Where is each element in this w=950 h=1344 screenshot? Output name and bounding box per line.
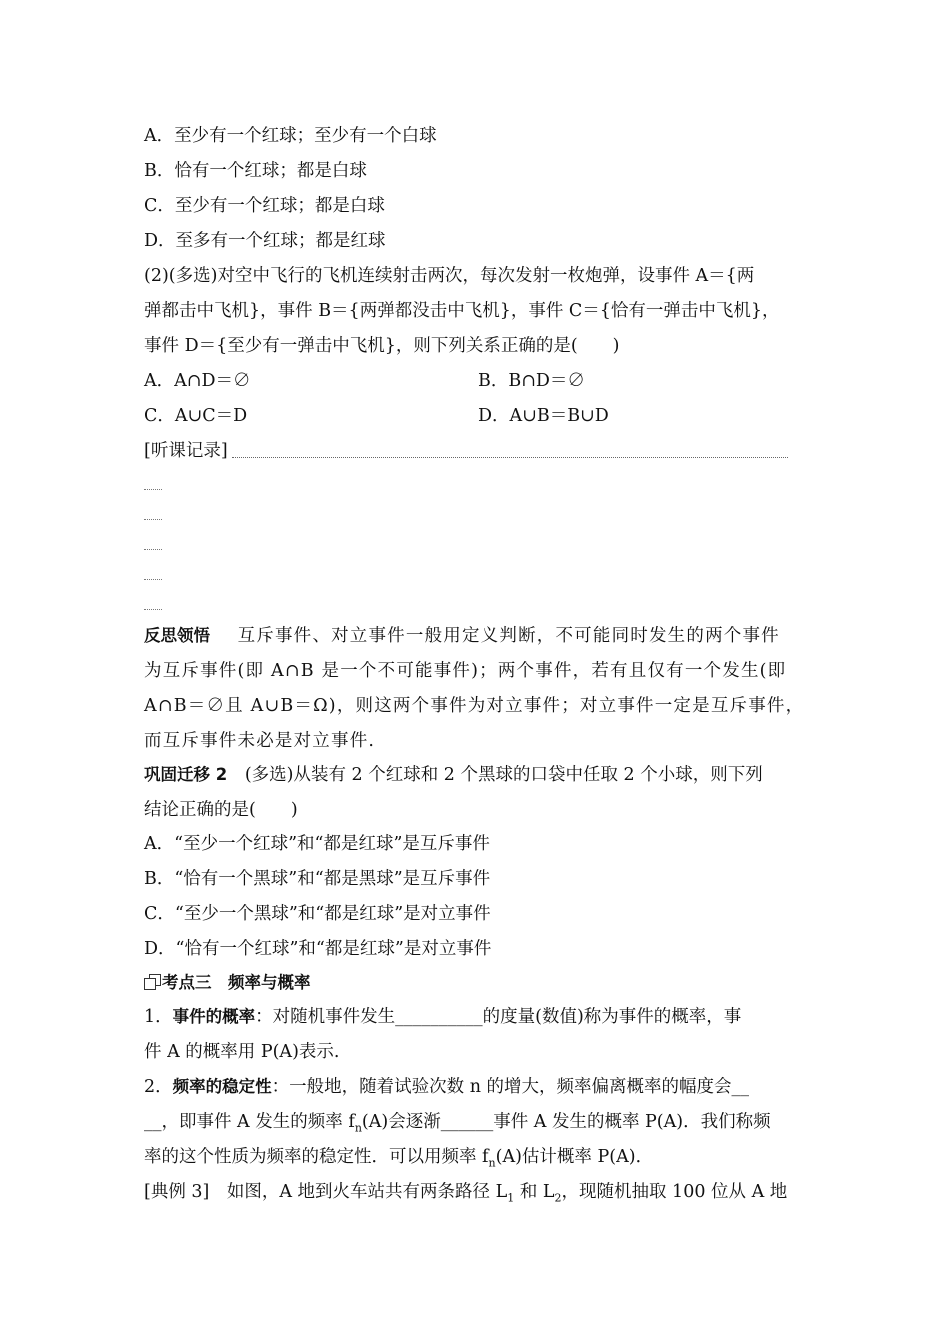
section-header xyxy=(144,971,311,995)
section-title: 考点三 频率与概率 xyxy=(162,973,311,992)
example-line: [典例 3] 如图，A 地到火车站共有两条路径 $L_1$ 和 $L_2$，现随机抽取 100 位从 A 地 xyxy=(144,1182,788,1205)
example-label: [典例 3] xyxy=(144,1182,210,1202)
stacked-squares-icon xyxy=(144,974,160,990)
question-line: 弹都击中飞机}，事件 B＝{两弹都没击中飞机}，事件 C＝{恰有一弹击中飞机}， xyxy=(144,301,780,321)
reflection-line: A∩B＝∅且 A∪B＝Ω)，则这两个事件为对立事件；对立事件一定是互斥事件， xyxy=(144,696,805,716)
point-title: 频率的稳定性 xyxy=(172,1077,272,1096)
reflection-line: 而互斥事件未必是对立事件. xyxy=(144,731,376,751)
point-title: 事件的概率 xyxy=(172,1007,256,1026)
notes-dots xyxy=(144,548,162,550)
point-line: 1．事件的概率：对随机事件发生__________的度量(数值)称为事件的概率，事 xyxy=(144,1007,742,1027)
transfer-line: 巩固迁移 2 (多选)从装有 2 个红球和 2 个黑球的口袋中任取 2 个小球，则下列 xyxy=(144,765,763,785)
option-a: A．A∩D＝∅ xyxy=(144,371,251,391)
option-d: D．“恰有一个红球”和“都是红球”是对立事件 xyxy=(144,939,492,959)
option-c: C．至少有一个红球；都是白球 xyxy=(144,196,385,216)
notes-dots xyxy=(144,608,162,610)
notes-dots xyxy=(144,578,162,580)
notes-label: [听课记录] xyxy=(144,441,228,461)
option-a: A．“至少一个红球”和“都是红球”是互斥事件 xyxy=(144,834,490,854)
transfer-title: 巩固迁移 2 xyxy=(144,765,228,784)
option-c: C．A∪C＝D xyxy=(144,406,248,426)
question-line: 事件 D＝{至少有一弹击中飞机}，则下列关系正确的是( ) xyxy=(144,336,620,356)
point-line: 率的这个性质为频率的稳定性．可以用频率 $f_n(A)$估计概率 P(A)． xyxy=(144,1147,654,1170)
point-line: 2．频率的稳定性：一般地，随着试验次数 n 的增大，频率偏离概率的幅度会__ xyxy=(144,1077,750,1097)
reflection-title: 反思领悟 xyxy=(144,626,210,645)
point-line: __，即事件 A 发生的频率 $f_n(A)$会逐渐______事件 A 发生的概率 P(A)．我们称频 xyxy=(144,1112,771,1135)
notes-rule xyxy=(232,457,788,458)
option-b: B．恰有一个红球；都是白球 xyxy=(144,161,367,181)
option-a: A．至少有一个红球；至少有一个白球 xyxy=(144,126,437,146)
question-line: (2)(多选)对空中飞行的飞机连续射击两次，每次发射一枚炮弹，设事件 A＝{两 xyxy=(144,266,755,286)
option-b: B．“恰有一个黑球”和“都是黑球”是互斥事件 xyxy=(144,869,491,889)
notes-dots xyxy=(144,518,162,520)
point-line: 件 A 的概率用 P(A)表示. xyxy=(144,1042,340,1062)
notes-dots xyxy=(144,488,162,490)
reflection-line: 为互斥事件(即 A∩B 是一个不可能事件)；两个事件，若有且仅有一个发生(即 xyxy=(144,661,787,681)
option-c: C．“至少一个黑球”和“都是红球”是对立事件 xyxy=(144,904,491,924)
option-d: D．A∪B＝B∪D xyxy=(478,406,609,426)
option-b: B．B∩D＝∅ xyxy=(478,371,585,391)
option-d: D．至多有一个红球；都是红球 xyxy=(144,231,386,251)
reflection-line: 反思领悟 互斥事件、对立事件一般用定义判断，不可能同时发生的两个事件 xyxy=(144,626,780,646)
transfer-line: 结论正确的是( ) xyxy=(144,800,298,820)
